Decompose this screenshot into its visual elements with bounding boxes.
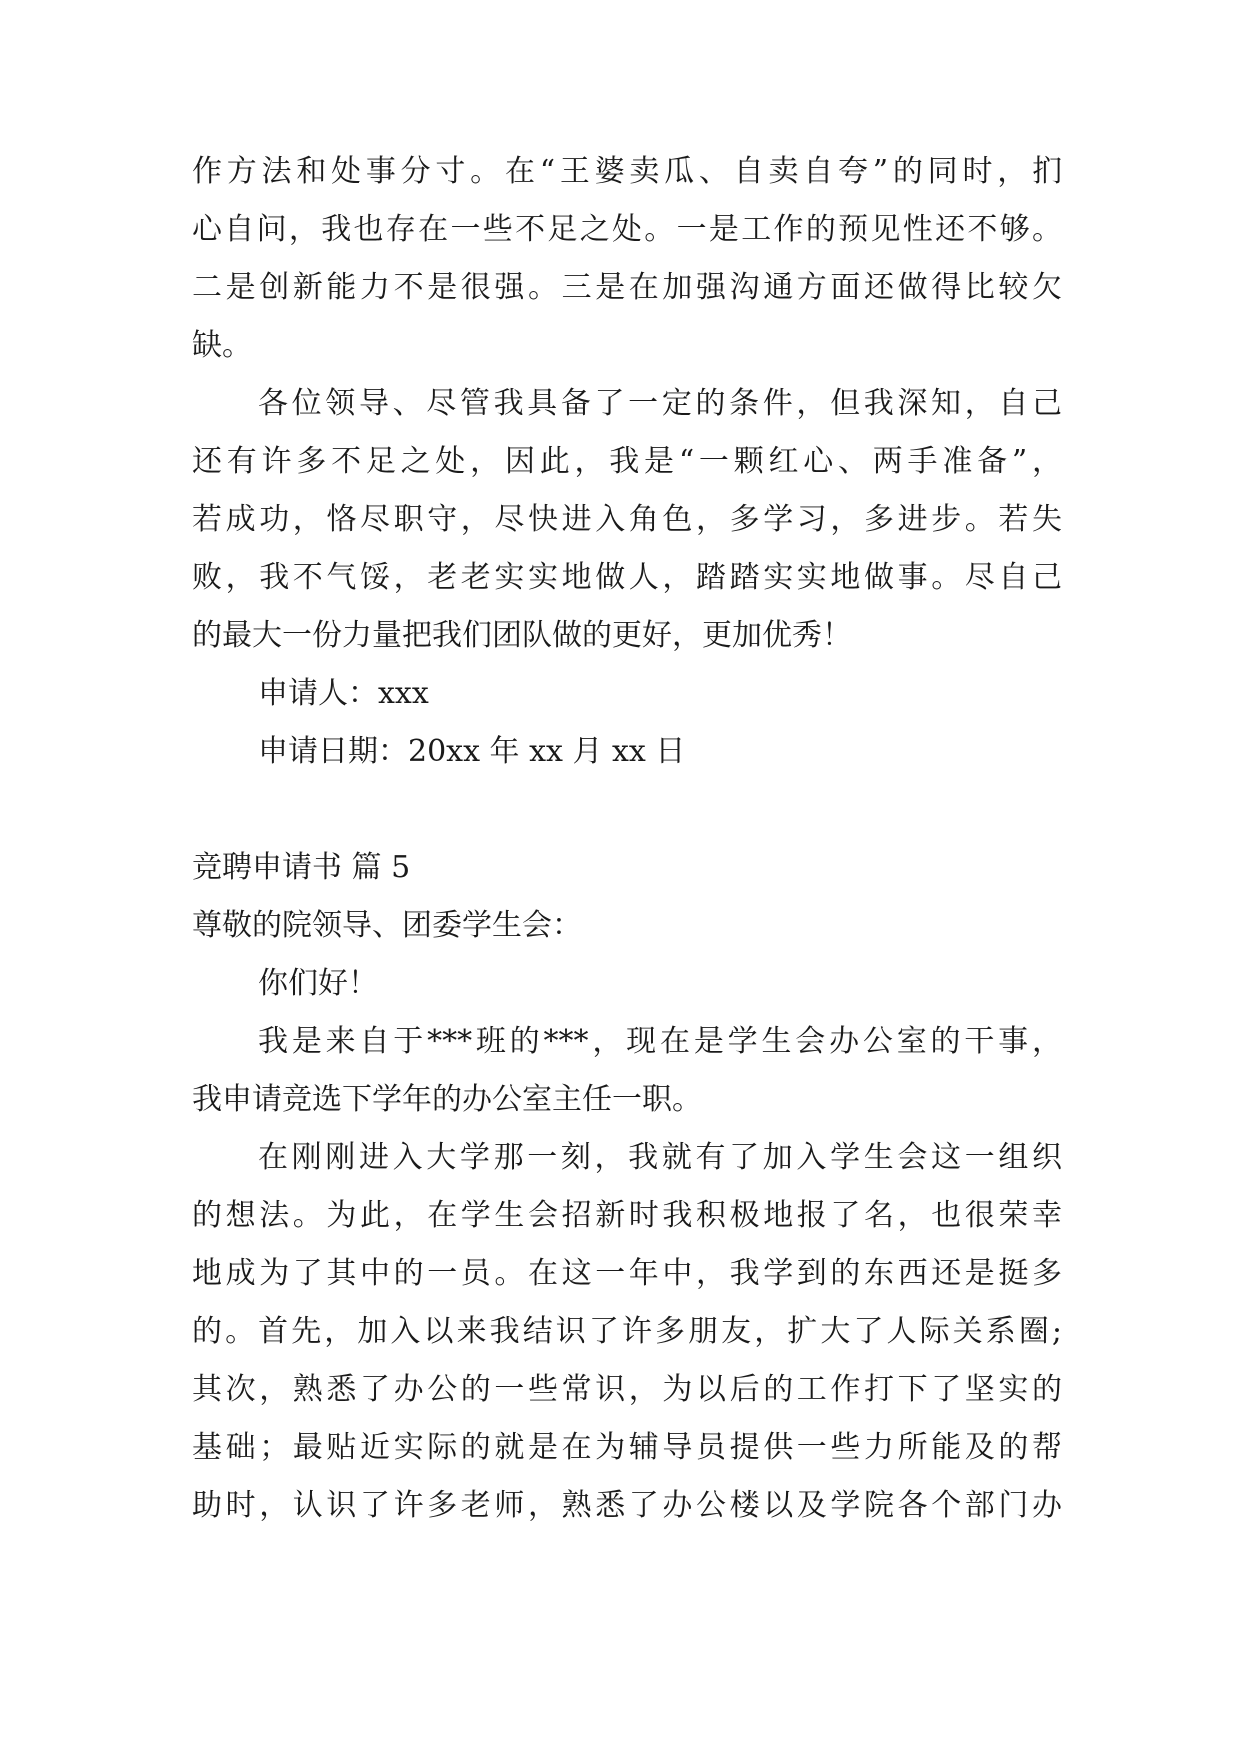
paragraph-line: 在刚刚进入大学那一刻，我就有了加入学生会这一组织: [258, 1140, 1062, 1175]
greeting: 你们好！: [258, 966, 378, 1001]
salutation: 尊敬的院领导、团委学生会：: [192, 908, 582, 943]
applicant-line: 申请人：xxx: [258, 676, 429, 711]
paragraph-line: 其次，熟悉了办公的一些常识，为以后的工作打下了坚实的: [192, 1372, 1062, 1407]
paragraph-line: 基础；最贴近实际的就是在为辅导员提供一些力所能及的帮: [192, 1430, 1062, 1465]
section-title: 竞聘申请书 篇 5: [192, 850, 411, 885]
paragraph-line: 助时，认识了许多老师，熟悉了办公楼以及学院各个部门办: [192, 1488, 1062, 1523]
paragraph-line: 若成功，恪尽职守，尽快进入角色，多学习，多进步。若失: [192, 502, 1062, 537]
paragraph-line: 二是创新能力不是很强。三是在加强沟通方面还做得比较欠: [192, 270, 1062, 305]
paragraph-line: 败，我不气馁，老老实实地做人，踏踏实实地做事。尽自己: [192, 560, 1062, 595]
paragraph-line: 的。首先，加入以来我结识了许多朋友，扩大了人际关系圈;: [192, 1314, 1062, 1349]
paragraph-line: 我是来自于***班的***，现在是学生会办公室的干事，: [258, 1024, 1062, 1059]
paragraph-line: 心自问，我也存在一些不足之处。一是工作的预见性还不够。: [192, 212, 1062, 247]
paragraph-line: 的想法。为此，在学生会招新时我积极地报了名，也很荣幸: [192, 1198, 1062, 1233]
application-date-line: 申请日期：20xx 年 xx 月 xx 日: [258, 734, 686, 769]
paragraph-line: 缺。: [192, 328, 252, 363]
paragraph-line: 作方法和处事分寸。在“王婆卖瓜、自卖自夸”的同时，扪: [192, 154, 1062, 189]
paragraph-line: 还有许多不足之处，因此，我是“一颗红心、两手准备”，: [192, 444, 1062, 479]
paragraph-line: 各位领导、尽管我具备了一定的条件，但我深知，自己: [258, 386, 1062, 421]
paragraph-line: 地成为了其中的一员。在这一年中，我学到的东西还是挺多: [192, 1256, 1062, 1291]
paragraph-line: 的最大一份力量把我们团队做的更好，更加优秀！: [192, 618, 852, 653]
paragraph-line: 我申请竞选下学年的办公室主任一职。: [192, 1082, 702, 1117]
